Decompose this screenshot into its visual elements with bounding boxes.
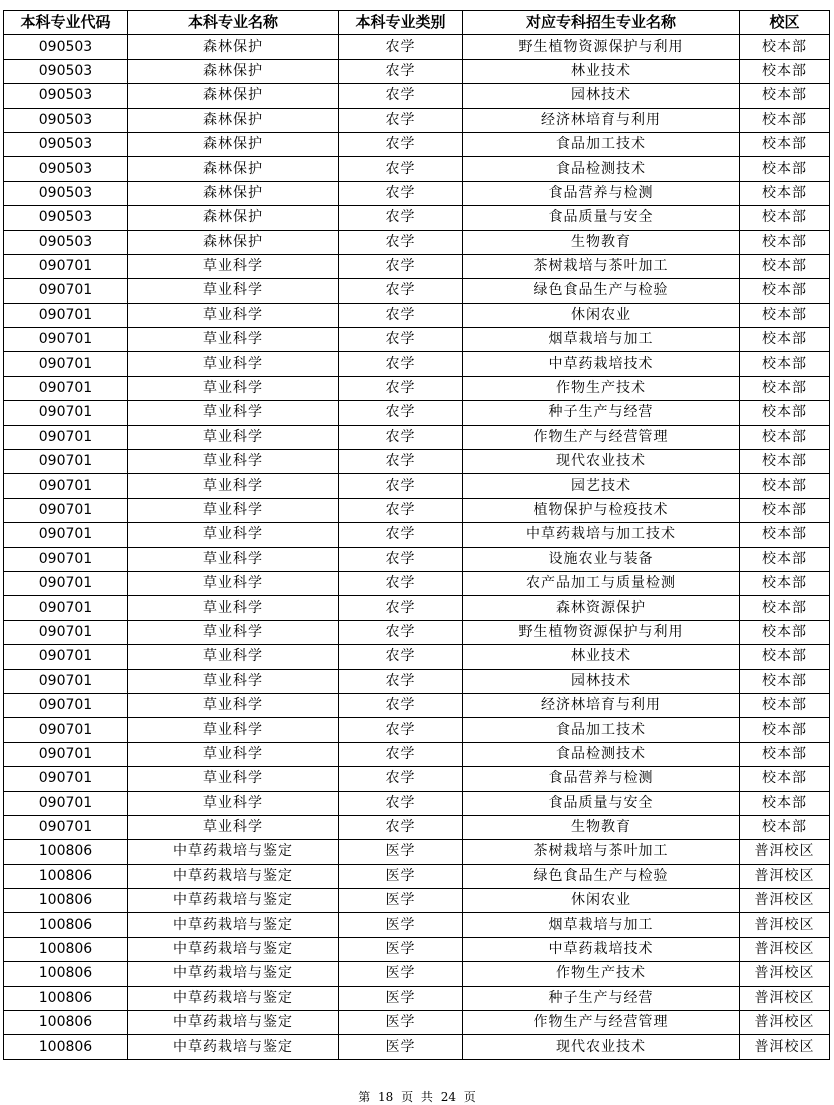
cell-undergrad-name: 森林保护 [128,35,339,59]
cell-campus: 校本部 [740,815,830,839]
cell-code: 100806 [4,889,128,913]
cell-campus: 校本部 [740,791,830,815]
cell-undergrad-name: 中草药栽培与鉴定 [128,840,339,864]
cell-junior-major: 茶树栽培与茶叶加工 [463,254,740,278]
cell-junior-major: 生物教育 [463,230,740,254]
cell-campus: 校本部 [740,474,830,498]
cell-junior-major: 种子生产与经营 [463,401,740,425]
table-row [4,157,830,181]
cell-junior-major: 作物生产与经营管理 [463,425,740,449]
cell-junior-major: 作物生产技术 [463,962,740,986]
cell-junior-major: 绿色食品生产与检验 [463,864,740,888]
cell-code: 090701 [4,474,128,498]
cell-code: 090503 [4,157,128,181]
cell-undergrad-name: 中草药栽培与鉴定 [128,1035,339,1059]
cell-undergrad-name: 草业科学 [128,620,339,644]
cell-code: 090701 [4,596,128,620]
major-mapping-table [3,10,830,1060]
cell-campus: 校本部 [740,254,830,278]
cell-junior-major: 野生植物资源保护与利用 [463,35,740,59]
cell-undergrad-name: 草业科学 [128,742,339,766]
cell-category: 医学 [339,913,463,937]
cell-junior-major: 食品质量与安全 [463,206,740,230]
cell-category: 农学 [339,693,463,717]
cell-code: 090503 [4,230,128,254]
cell-category: 农学 [339,328,463,352]
table-row [4,571,830,595]
cell-category: 医学 [339,1035,463,1059]
page-footer: 第 18 页 共 24 页 [358,1090,476,1104]
cell-category: 农学 [339,742,463,766]
table-row [4,181,830,205]
cell-category: 农学 [339,181,463,205]
cell-undergrad-name: 草业科学 [128,645,339,669]
cell-junior-major: 食品加工技术 [463,132,740,156]
cell-campus: 普洱校区 [740,962,830,986]
cell-junior-major: 野生植物资源保护与利用 [463,620,740,644]
cell-code: 100806 [4,1011,128,1035]
cell-code: 090503 [4,35,128,59]
cell-junior-major: 食品营养与检测 [463,767,740,791]
cell-category: 农学 [339,425,463,449]
cell-category: 农学 [339,718,463,742]
cell-junior-major: 作物生产与经营管理 [463,1011,740,1035]
cell-campus: 校本部 [740,669,830,693]
cell-code: 090701 [4,620,128,644]
cell-undergrad-name: 草业科学 [128,571,339,595]
cell-undergrad-name: 草业科学 [128,718,339,742]
cell-undergrad-name: 草业科学 [128,596,339,620]
table-row [4,84,830,108]
table-row [4,693,830,717]
cell-junior-major: 食品加工技术 [463,718,740,742]
cell-campus: 普洱校区 [740,937,830,961]
cell-junior-major: 经济林培育与利用 [463,693,740,717]
cell-code: 090503 [4,59,128,83]
cell-undergrad-name: 森林保护 [128,230,339,254]
table-row [4,59,830,83]
cell-junior-major: 园艺技术 [463,474,740,498]
cell-code: 090503 [4,108,128,132]
cell-junior-major: 休闲农业 [463,889,740,913]
cell-undergrad-name: 草业科学 [128,254,339,278]
cell-category: 农学 [339,767,463,791]
header-campus: 校区 [740,11,830,35]
cell-junior-major: 现代农业技术 [463,450,740,474]
cell-code: 090503 [4,181,128,205]
table-row [4,132,830,156]
cell-code: 090701 [4,450,128,474]
table-row [4,669,830,693]
table-row [4,742,830,766]
table-row [4,986,830,1010]
cell-code: 100806 [4,962,128,986]
cell-undergrad-name: 草业科学 [128,767,339,791]
cell-undergrad-name: 中草药栽培与鉴定 [128,986,339,1010]
cell-category: 农学 [339,474,463,498]
cell-category: 农学 [339,157,463,181]
cell-category: 农学 [339,571,463,595]
cell-category: 农学 [339,206,463,230]
cell-campus: 普洱校区 [740,840,830,864]
cell-undergrad-name: 草业科学 [128,376,339,400]
cell-category: 农学 [339,450,463,474]
cell-junior-major: 经济林培育与利用 [463,108,740,132]
table-row [4,303,830,327]
table-row [4,376,830,400]
cell-campus: 校本部 [740,718,830,742]
cell-category: 农学 [339,596,463,620]
cell-undergrad-name: 草业科学 [128,401,339,425]
cell-undergrad-name: 森林保护 [128,157,339,181]
cell-undergrad-name: 中草药栽培与鉴定 [128,962,339,986]
cell-code: 090701 [4,352,128,376]
cell-code: 100806 [4,937,128,961]
table-row [4,913,830,937]
table-row [4,767,830,791]
cell-campus: 校本部 [740,279,830,303]
cell-category: 农学 [339,669,463,693]
cell-junior-major: 现代农业技术 [463,1035,740,1059]
cell-junior-major: 农产品加工与质量检测 [463,571,740,595]
cell-campus: 校本部 [740,645,830,669]
cell-junior-major: 中草药栽培技术 [463,352,740,376]
header-undergrad-code: 本科专业代码 [4,11,128,35]
cell-undergrad-name: 森林保护 [128,132,339,156]
cell-undergrad-name: 中草药栽培与鉴定 [128,864,339,888]
cell-campus: 校本部 [740,84,830,108]
cell-code: 090701 [4,523,128,547]
table-row [4,401,830,425]
cell-junior-major: 休闲农业 [463,303,740,327]
cell-campus: 校本部 [740,523,830,547]
cell-category: 农学 [339,352,463,376]
cell-code: 090701 [4,693,128,717]
cell-junior-major: 茶树栽培与茶叶加工 [463,840,740,864]
cell-junior-major: 作物生产技术 [463,376,740,400]
cell-code: 090701 [4,669,128,693]
table-row [4,206,830,230]
cell-code: 100806 [4,986,128,1010]
cell-category: 医学 [339,962,463,986]
cell-campus: 校本部 [740,742,830,766]
cell-junior-major: 食品营养与检测 [463,181,740,205]
cell-code: 090701 [4,767,128,791]
cell-category: 农学 [339,620,463,644]
table-row [4,498,830,522]
cell-junior-major: 中草药栽培技术 [463,937,740,961]
cell-campus: 普洱校区 [740,889,830,913]
table-row [4,450,830,474]
cell-undergrad-name: 草业科学 [128,547,339,571]
cell-code: 090701 [4,279,128,303]
cell-campus: 校本部 [740,571,830,595]
cell-campus: 校本部 [740,206,830,230]
cell-code: 090701 [4,254,128,278]
cell-category: 农学 [339,498,463,522]
cell-code: 100806 [4,864,128,888]
cell-code: 090701 [4,547,128,571]
table-row [4,596,830,620]
cell-junior-major: 食品检测技术 [463,157,740,181]
table-row [4,1035,830,1059]
cell-code: 090701 [4,303,128,327]
table-row [4,254,830,278]
cell-junior-major: 林业技术 [463,59,740,83]
cell-category: 农学 [339,376,463,400]
table-row [4,1011,830,1035]
cell-code: 090503 [4,132,128,156]
cell-junior-major: 种子生产与经营 [463,986,740,1010]
cell-campus: 校本部 [740,693,830,717]
cell-category: 农学 [339,791,463,815]
cell-campus: 校本部 [740,401,830,425]
cell-junior-major: 生物教育 [463,815,740,839]
cell-undergrad-name: 草业科学 [128,669,339,693]
cell-code: 090701 [4,645,128,669]
table-row [4,279,830,303]
cell-undergrad-name: 森林保护 [128,206,339,230]
table-row [4,230,830,254]
cell-category: 农学 [339,815,463,839]
header-undergrad-category: 本科专业类别 [339,11,463,35]
cell-junior-major: 园林技术 [463,84,740,108]
cell-category: 医学 [339,864,463,888]
cell-undergrad-name: 森林保护 [128,84,339,108]
cell-campus: 普洱校区 [740,1011,830,1035]
cell-category: 农学 [339,230,463,254]
table-row [4,328,830,352]
cell-campus: 校本部 [740,59,830,83]
cell-undergrad-name: 森林保护 [128,108,339,132]
cell-category: 医学 [339,1011,463,1035]
cell-junior-major: 烟草栽培与加工 [463,913,740,937]
cell-campus: 普洱校区 [740,864,830,888]
cell-campus: 校本部 [740,620,830,644]
table-row [4,864,830,888]
cell-campus: 普洱校区 [740,986,830,1010]
cell-category: 农学 [339,35,463,59]
cell-code: 090701 [4,718,128,742]
cell-undergrad-name: 中草药栽培与鉴定 [128,889,339,913]
cell-code: 090701 [4,425,128,449]
cell-undergrad-name: 草业科学 [128,498,339,522]
cell-undergrad-name: 草业科学 [128,523,339,547]
table-header-row [4,11,830,35]
table-row [4,937,830,961]
table-body [4,35,830,1059]
cell-category: 农学 [339,254,463,278]
cell-campus: 校本部 [740,450,830,474]
cell-undergrad-name: 草业科学 [128,279,339,303]
cell-category: 农学 [339,132,463,156]
cell-campus: 校本部 [740,328,830,352]
cell-campus: 校本部 [740,132,830,156]
cell-undergrad-name: 中草药栽培与鉴定 [128,1011,339,1035]
cell-code: 090701 [4,742,128,766]
cell-category: 农学 [339,84,463,108]
cell-undergrad-name: 草业科学 [128,474,339,498]
cell-category: 农学 [339,645,463,669]
cell-code: 100806 [4,913,128,937]
cell-campus: 校本部 [740,376,830,400]
cell-undergrad-name: 草业科学 [128,791,339,815]
cell-junior-major: 中草药栽培与加工技术 [463,523,740,547]
cell-category: 农学 [339,547,463,571]
table-row [4,425,830,449]
cell-category: 医学 [339,986,463,1010]
cell-junior-major: 植物保护与检疫技术 [463,498,740,522]
table-row [4,620,830,644]
header-junior-college-major: 对应专科招生专业名称 [463,11,740,35]
cell-undergrad-name: 森林保护 [128,181,339,205]
cell-code: 090701 [4,815,128,839]
cell-undergrad-name: 中草药栽培与鉴定 [128,913,339,937]
table-row [4,718,830,742]
cell-campus: 校本部 [740,425,830,449]
table-row [4,962,830,986]
table-row [4,523,830,547]
cell-category: 农学 [339,279,463,303]
cell-category: 农学 [339,523,463,547]
cell-junior-major: 食品检测技术 [463,742,740,766]
cell-campus: 校本部 [740,767,830,791]
cell-junior-major: 烟草栽培与加工 [463,328,740,352]
cell-category: 医学 [339,889,463,913]
cell-campus: 普洱校区 [740,1035,830,1059]
table-row [4,791,830,815]
cell-code: 090701 [4,376,128,400]
cell-undergrad-name: 草业科学 [128,693,339,717]
cell-junior-major: 食品质量与安全 [463,791,740,815]
cell-category: 农学 [339,303,463,327]
cell-code: 090701 [4,328,128,352]
cell-category: 医学 [339,937,463,961]
table-row [4,815,830,839]
cell-undergrad-name: 草业科学 [128,450,339,474]
cell-junior-major: 林业技术 [463,645,740,669]
cell-code: 090701 [4,791,128,815]
cell-undergrad-name: 森林保护 [128,59,339,83]
cell-undergrad-name: 草业科学 [128,352,339,376]
cell-campus: 校本部 [740,596,830,620]
cell-campus: 校本部 [740,498,830,522]
cell-undergrad-name: 草业科学 [128,815,339,839]
cell-undergrad-name: 中草药栽培与鉴定 [128,937,339,961]
header-undergrad-name: 本科专业名称 [128,11,339,35]
cell-campus: 校本部 [740,181,830,205]
cell-code: 090503 [4,206,128,230]
cell-junior-major: 森林资源保护 [463,596,740,620]
cell-category: 农学 [339,59,463,83]
cell-code: 090701 [4,571,128,595]
cell-code: 100806 [4,840,128,864]
cell-junior-major: 设施农业与装备 [463,547,740,571]
cell-category: 医学 [339,840,463,864]
cell-campus: 普洱校区 [740,913,830,937]
table-row [4,840,830,864]
cell-junior-major: 绿色食品生产与检验 [463,279,740,303]
cell-campus: 校本部 [740,352,830,376]
table-row [4,889,830,913]
cell-campus: 校本部 [740,547,830,571]
cell-campus: 校本部 [740,35,830,59]
cell-undergrad-name: 草业科学 [128,425,339,449]
cell-campus: 校本部 [740,230,830,254]
cell-campus: 校本部 [740,157,830,181]
table-row [4,352,830,376]
table-row [4,645,830,669]
table-row [4,108,830,132]
table-row [4,547,830,571]
cell-code: 090701 [4,401,128,425]
cell-code: 100806 [4,1035,128,1059]
cell-code: 090503 [4,84,128,108]
table-row [4,35,830,59]
cell-category: 农学 [339,108,463,132]
cell-undergrad-name: 草业科学 [128,328,339,352]
table-row [4,474,830,498]
cell-junior-major: 园林技术 [463,669,740,693]
cell-undergrad-name: 草业科学 [128,303,339,327]
cell-category: 农学 [339,401,463,425]
cell-campus: 校本部 [740,303,830,327]
cell-code: 090701 [4,498,128,522]
cell-campus: 校本部 [740,108,830,132]
